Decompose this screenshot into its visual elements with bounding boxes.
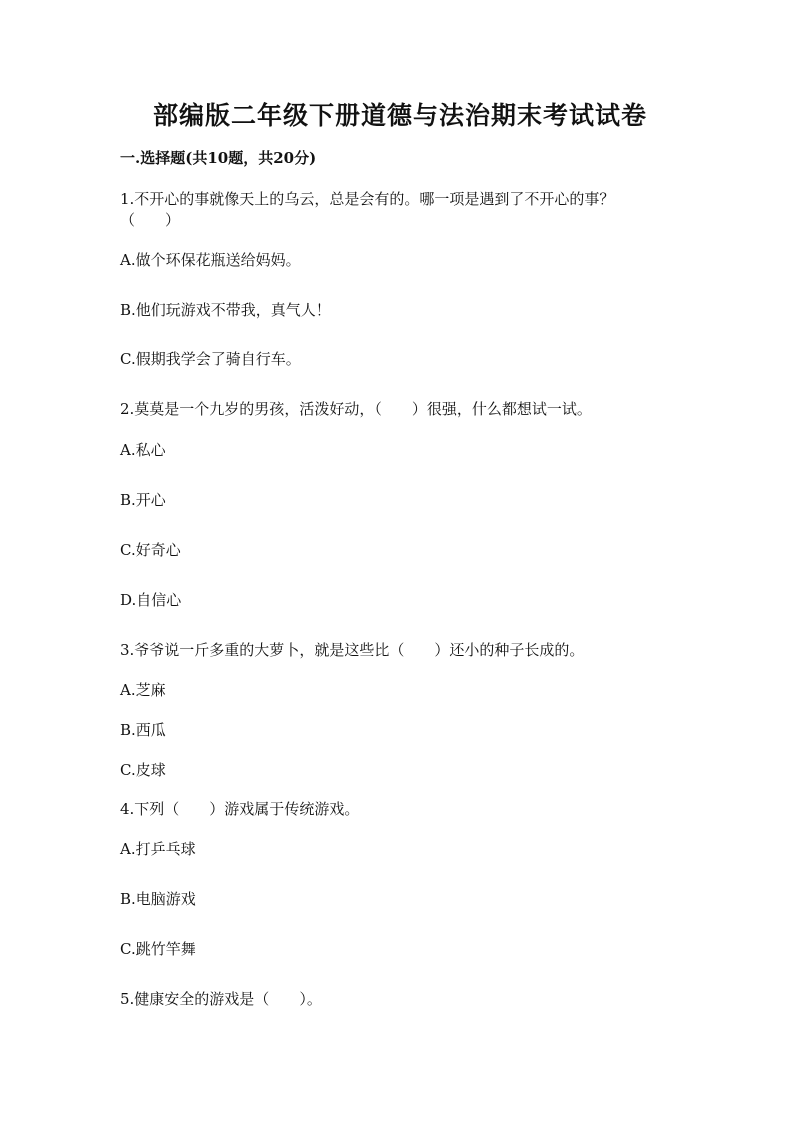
question-4-option-a: A.打乒乓球 (120, 840, 196, 858)
exam-title: 部编版二年级下册道德与法治期末考试试卷 (152, 101, 647, 130)
section-heading: 一.选择题(共10题，共20分) (120, 149, 317, 167)
question-3-option-c: C.皮球 (120, 761, 166, 779)
question-3-stem: 3.爷爷说一斤多重的大萝卜，就是这些比（ ）还小的种子长成的。 (120, 641, 585, 659)
question-1-option-a: A.做个环保花瓶送给妈妈。 (120, 251, 301, 269)
question-2-stem: 2.莫莫是一个九岁的男孩，活泼好动，（ ）很强，什么都想试一试。 (120, 400, 592, 418)
question-3-option-b: B.西瓜 (120, 721, 166, 739)
question-1-blank: （ ） (120, 211, 181, 229)
question-4-option-b: B.电脑游戏 (120, 890, 196, 908)
question-5-stem: 5.健康安全的游戏是（ ）。 (120, 990, 322, 1008)
question-2-option-c: C.好奇心 (120, 541, 181, 559)
question-4-stem: 4.下列（ ）游戏属于传统游戏。 (120, 800, 360, 818)
question-2-option-d: D.自信心 (120, 591, 182, 609)
question-2-option-b: B.开心 (120, 491, 166, 509)
question-2-option-a: A.私心 (120, 441, 166, 459)
question-4-option-c: C.跳竹竿舞 (120, 940, 196, 958)
question-1-option-c: C.假期我学会了骑自行车。 (120, 350, 301, 368)
question-3-option-a: A.芝麻 (120, 681, 166, 699)
question-1-option-b: B.他们玩游戏不带我，真气人！ (120, 301, 331, 319)
question-1-stem: 1.不开心的事就像天上的乌云，总是会有的。哪一项是遇到了不开心的事？ (120, 190, 615, 208)
